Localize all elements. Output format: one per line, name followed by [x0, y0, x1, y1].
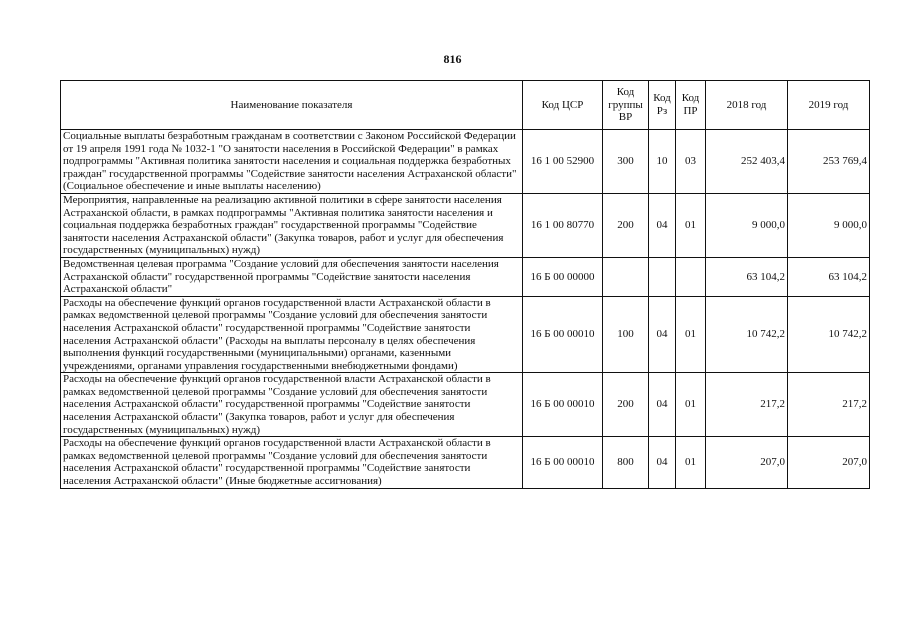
row-pr: 01: [676, 193, 706, 257]
row-rz: 04: [649, 373, 676, 437]
row-pr: 01: [676, 373, 706, 437]
table-row: [61, 193, 870, 257]
header-pr: Код ПР: [676, 81, 706, 130]
header-vr: Код группы ВР: [603, 81, 649, 130]
row-vr: 200: [603, 193, 649, 257]
row-csr: 16 Б 00 00010: [523, 373, 603, 437]
table-row: [61, 130, 870, 194]
row-name: Расходы на обеспечение функций органов государственной власти Астраханской области в рамках ведомственной целевой программы "Создание условий для обеспечения занятости населения Астраханской области" государственной программы "Содействие занятости населения Астраханской области" (Иные бюджетные ассигнования): [61, 437, 523, 488]
row-csr: 16 Б 00 00010: [523, 437, 603, 488]
row-name: Расходы на обеспечение функций органов государственной власти Астраханской области в рамках ведомственной целевой программы "Создание условий для обеспечения занятости населения Астраханской области" государственной программы "Содействие занятости населения Астраханской области" (Закупка товаров, работ и услуг для обеспечения государственных (муниципальных) нужд): [61, 373, 523, 437]
row-csr: 16 Б 00 00000: [523, 257, 603, 296]
row-csr: 16 1 00 52900: [523, 130, 603, 194]
row-2019: 9 000,0: [788, 193, 870, 257]
row-vr: 200: [603, 373, 649, 437]
row-csr: 16 Б 00 00010: [523, 296, 603, 373]
row-rz: 10: [649, 130, 676, 194]
row-rz: 04: [649, 437, 676, 488]
row-pr: 03: [676, 130, 706, 194]
row-2019: 217,2: [788, 373, 870, 437]
row-rz: [649, 257, 676, 296]
row-name: Ведомственная целевая программа "Создание условий для обеспечения занятости населения Астраханской области" государственной программы "Содействие занятости населения Астраханской области": [61, 257, 523, 296]
table-header-row: [61, 81, 870, 130]
row-2018: 63 104,2: [706, 257, 788, 296]
row-vr: 800: [603, 437, 649, 488]
row-name: Расходы на обеспечение функций органов государственной власти Астраханской области в рамках ведомственной целевой программы "Создание условий для обеспечения занятости населения Астраханской области" государственной программы "Содействие занятости населения Астраханской области" (Расходы на выплаты персоналу в целях обеспечения выполнения функций государственными (муниципальными) органами, казенными учреждениями, органами управления государственными внебюджетными фондами): [61, 296, 523, 373]
table-row: [61, 257, 870, 296]
row-rz: 04: [649, 193, 676, 257]
row-csr: 16 1 00 80770: [523, 193, 603, 257]
row-vr: 300: [603, 130, 649, 194]
table-row: [61, 373, 870, 437]
row-2019: 10 742,2: [788, 296, 870, 373]
header-csr: Код ЦСР: [523, 81, 603, 130]
row-2018: 9 000,0: [706, 193, 788, 257]
row-2018: 252 403,4: [706, 130, 788, 194]
row-vr: 100: [603, 296, 649, 373]
row-pr: [676, 257, 706, 296]
row-2019: 207,0: [788, 437, 870, 488]
row-2019: 63 104,2: [788, 257, 870, 296]
budget-table: [60, 80, 870, 489]
page-number: 816: [443, 52, 462, 66]
row-2018: 217,2: [706, 373, 788, 437]
table-row: [61, 437, 870, 488]
header-2019: 2019 год: [788, 81, 870, 130]
header-2018: 2018 год: [706, 81, 788, 130]
row-rz: 04: [649, 296, 676, 373]
header-name: Наименование показателя: [61, 81, 523, 130]
row-vr: [603, 257, 649, 296]
table-row: [61, 296, 870, 373]
row-name: Социальные выплаты безработным гражданам в соответствии с Законом Российской Федерации от 19 апреля 1991 года № 1032-1 "О занятости населения в Российской Федерации" в рамках подпрограммы "Активная политика занятости населения и социальная поддержка безработных граждан" государственной программы "Содействие занятости населения Астраханской области" (Социальное обеспечение и иные выплаты населению): [61, 130, 523, 194]
row-2019: 253 769,4: [788, 130, 870, 194]
row-pr: 01: [676, 437, 706, 488]
header-rz: Код Рз: [649, 81, 676, 130]
row-pr: 01: [676, 296, 706, 373]
row-2018: 10 742,2: [706, 296, 788, 373]
row-name: Мероприятия, направленные на реализацию активной политики в сфере занятости населения Астраханской области, в рамках подпрограммы "Активная политика занятости населения и социальная поддержка безработных граждан" государственной программы "Содействие занятости населения Астраханской области" (Закупка товаров, работ и услуг для обеспечения государственных (муниципальных) нужд): [61, 193, 523, 257]
row-2018: 207,0: [706, 437, 788, 488]
